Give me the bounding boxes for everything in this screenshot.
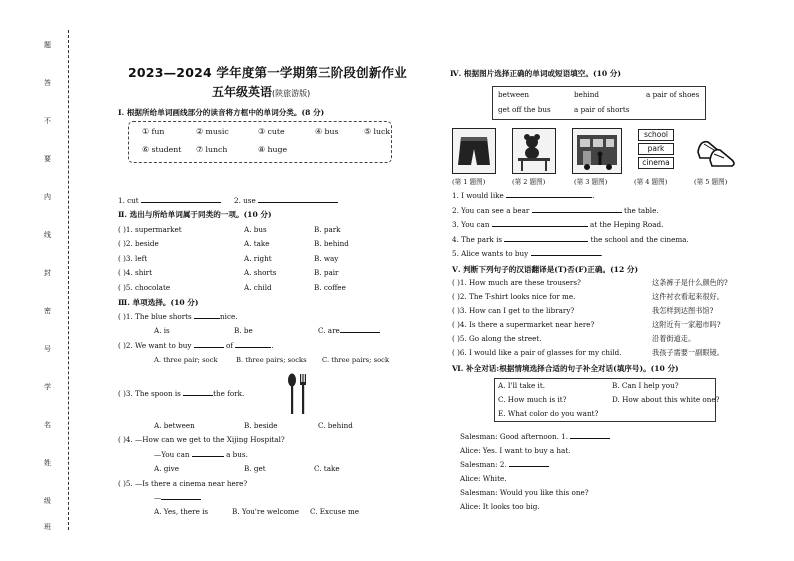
option-c-text: C. are [318,326,340,335]
question: ( )4. shirt [118,268,152,277]
stem-tail: the fork. [213,389,245,398]
picture-shorts [452,128,496,174]
tf-translation: 这条裤子是什么颜色的? [652,278,728,287]
binding-line [68,30,69,530]
sentence-post: the school and the cinema. [590,235,689,244]
dialogue-line: Alice: White. [460,474,507,483]
option-b[interactable]: B. You're welcome [232,507,300,516]
stem-text: ( )2. We want to buy [118,341,192,350]
edition-label: (陕旅游版) [272,89,311,98]
margin-char: 班 [44,523,51,531]
option-a[interactable]: A. take [244,239,270,248]
margin-char: 学 [44,383,51,391]
sign-school: school [638,129,674,141]
option-b[interactable]: B. way [314,254,339,263]
dialogue-option[interactable]: D. How about this white one? [612,395,720,404]
q3-2-stem: ( )2. We want to buy of . [118,341,274,350]
blank[interactable] [235,341,271,348]
blank[interactable] [531,249,601,256]
word-item: ② music [196,127,229,136]
margin-char: 级 [44,497,51,505]
blank[interactable] [504,235,588,242]
bear-icon [513,129,555,173]
fill-sentence [452,191,594,200]
tf-translation: 这件衬衣看起来很好。 [652,292,724,301]
fill-sentence [452,206,659,215]
blank[interactable] [161,493,201,500]
option-b[interactable]: B. coffee [314,283,346,292]
option-a[interactable]: A. between [154,421,195,430]
shorts-icon [453,129,495,173]
blank[interactable] [506,191,595,200]
sentence-pre: 1. I would like [452,191,504,200]
option-c[interactable]: C. three pairs; sock [322,356,390,364]
part3-heading: Ⅲ. 单项选择。(10 分) [118,298,199,307]
option-a[interactable]: A. shorts [244,268,277,277]
caption: (第 4 题图) [634,178,668,186]
dialogue-line: Salesman: Would you like this one? [460,488,589,497]
tf-question: ( )1. How much are these trousers? [452,278,581,287]
word-item: ⑧ huge [258,145,288,154]
sentence-post: . [592,191,595,200]
tf-translation: 沿着街道走。 [652,334,696,343]
blank[interactable] [340,326,380,333]
margin-char: 内 [44,193,51,201]
tf-translation: 这附近有一家超市吗? [652,320,721,329]
stem-text: ( )1. The blue shorts [118,312,192,321]
subject-label: 五年级英语 [212,85,273,99]
blank[interactable] [141,196,221,203]
option-a[interactable]: A. bus [244,225,267,234]
q3-4-line2 [154,450,248,459]
word-item: ④ bus [315,127,339,136]
option-a[interactable]: A. child [244,283,272,292]
stem-text: — [154,493,162,502]
part2-heading: Ⅱ. 选出与所给单词属于同类的一项。(10 分) [118,210,272,219]
page-subtitle [212,83,310,100]
sentence-pre: 5. Alice wants to buy [452,249,529,258]
dialogue-text: Salesman: Good afternoon. 1. [460,432,569,441]
option-b[interactable]: B. behind [314,239,349,248]
tf-question: ( )3. How can I get to the library? [452,306,575,315]
dialogue-line [460,432,610,441]
shoes-icon [694,128,740,172]
sentence-post: at the Heping Road. [590,220,664,229]
tf-translation: 我孩子需要一副眼镜。 [652,348,724,357]
option-a[interactable]: A. right [244,254,272,263]
spoon-fork-icon [286,372,310,416]
option-word[interactable]: get off the bus [498,105,551,114]
fill-sentence [452,235,689,244]
margin-char: 线 [44,231,51,239]
q3-5-line2 [154,493,201,502]
part6-heading: Ⅵ. 补全对话:根据情境选择合适的句子补全对话(填序号)。(10 分) [452,364,679,373]
sentence-pre: 3. You can [452,220,490,229]
option-word[interactable]: a pair of shoes [646,90,700,99]
option-c[interactable]: C. behind [318,421,353,430]
answer-label: 1. cut [118,196,139,205]
dialogue-option[interactable]: B. Can I help you? [612,381,679,390]
question: ( )5. chocolate [118,283,171,292]
dialogue-option[interactable]: E. What color do you want? [498,409,599,418]
stem-text: —You can [154,450,190,459]
answer-line-1 [118,196,221,205]
picture-bear-table [512,128,556,174]
option-a[interactable]: A. three pair; sock [154,356,218,364]
stem-tail: of [226,341,233,350]
blank[interactable] [194,312,220,319]
dialogue-line: Alice: It looks too big. [460,502,540,511]
stem-text: ( )3. The spoon is [118,389,181,398]
page-title: 2023—2024 学年度第一学期第三阶段创新作业 [128,65,407,80]
stem-tail: nice. [220,312,238,321]
word-item: ⑦ lunch [196,145,228,154]
dialogue-text: Salesman: 2. [460,460,507,469]
option-c[interactable]: C. Excuse me [310,507,360,516]
q3-4-stem: ( )4. —How can we get to the Xijing Hospital? [118,435,285,444]
option-b[interactable]: B. be [234,326,253,335]
picture-shoes [694,128,740,172]
option-a[interactable]: A. give [154,464,179,473]
part1-heading: Ⅰ. 根据所给单词画线部分的读音将方框中的单词分类。(8 分) [118,108,325,117]
caption: (第 3 题图) [574,178,608,186]
q3-3-stem [118,389,244,398]
tf-question: ( )5. Go along the street. [452,334,542,343]
option-a[interactable]: A. Yes, there is [154,507,209,516]
dialogue-option[interactable]: C. How much is it? [498,395,567,404]
option-b[interactable]: B. get [244,464,266,473]
margin-char: 号 [44,345,51,353]
option-c[interactable] [318,326,380,335]
option-a[interactable]: A. is [154,326,170,335]
stem-tail: a bus. [226,450,248,459]
dialogue-option[interactable]: A. I'll take it. [498,381,545,390]
sign-cinema: cinema [638,157,674,169]
margin-char: 名 [44,421,51,429]
dialogue-line [460,460,549,469]
word-item: ① fun [142,127,165,136]
bus-stop-icon [573,129,621,173]
question: ( )3. left [118,254,148,263]
picture-bus [572,128,622,174]
option-b[interactable]: B. beside [244,421,278,430]
option-word[interactable]: a pair of shorts [574,105,630,114]
tf-translation: 我怎样到达图书馆? [652,306,714,315]
option-word[interactable]: behind [574,90,600,99]
fill-sentence [452,249,603,258]
q3-5-stem: ( )5. —Is there a cinema near here? [118,479,248,488]
fill-sentence [452,220,663,229]
answer-line-2 [234,196,338,205]
blank[interactable] [194,341,224,348]
word-item: ③ cute [258,127,285,136]
question: ( )2. beside [118,239,159,248]
margin-char: 密 [44,307,51,315]
option-b[interactable]: B. park [314,225,341,234]
caption: (第 2 题图) [512,178,546,186]
sentence-post: . [600,249,603,258]
margin-char: 题 [44,41,51,49]
caption: (第 1 题图) [452,178,486,186]
margin-char: 不 [44,117,51,125]
tf-question: ( )4. Is there a supermarket near here? [452,320,595,329]
sentence-pre: 4. The park is [452,235,503,244]
margin-char: 姓 [44,459,51,467]
sentence-post: the table. [623,206,659,215]
option-word[interactable]: between [498,90,530,99]
tf-question: ( )6. I would like a pair of glasses for my child. [452,348,622,357]
blank[interactable] [192,450,224,457]
word-item: ⑤ luck [364,127,391,136]
part4-heading: Ⅳ. 根据图片选择正确的单词或短语填空。(10 分) [450,69,621,78]
option-b[interactable]: B. pair [314,268,339,277]
sign-park: park [638,143,674,155]
option-c[interactable]: C. take [314,464,340,473]
blank[interactable] [183,389,213,396]
blank[interactable] [570,432,610,439]
question: ( )1. supermarket [118,225,182,234]
caption: (第 5 题图) [694,178,728,186]
blank[interactable] [532,206,622,213]
blank[interactable] [258,196,338,203]
part5-heading: Ⅴ. 判断下列句子的汉语翻译是(T)否(F)正确。(12 分) [452,265,639,274]
blank[interactable] [492,220,588,227]
answer-label: 2. use [234,196,256,205]
option-b[interactable]: B. three pairs; socks [236,356,307,364]
margin-char: 要 [44,155,51,163]
word-item: ⑥ student [142,145,182,154]
margin-char: 答 [44,79,51,87]
margin-char: 封 [44,269,51,277]
q3-1-stem [118,312,238,321]
dialogue-line: Alice: Yes. I want to buy a hat. [460,446,571,455]
sentence-pre: 2. You can see a bear [452,206,530,215]
tf-question: ( )2. The T-shirt looks nice for me. [452,292,576,301]
blank[interactable] [509,460,549,467]
